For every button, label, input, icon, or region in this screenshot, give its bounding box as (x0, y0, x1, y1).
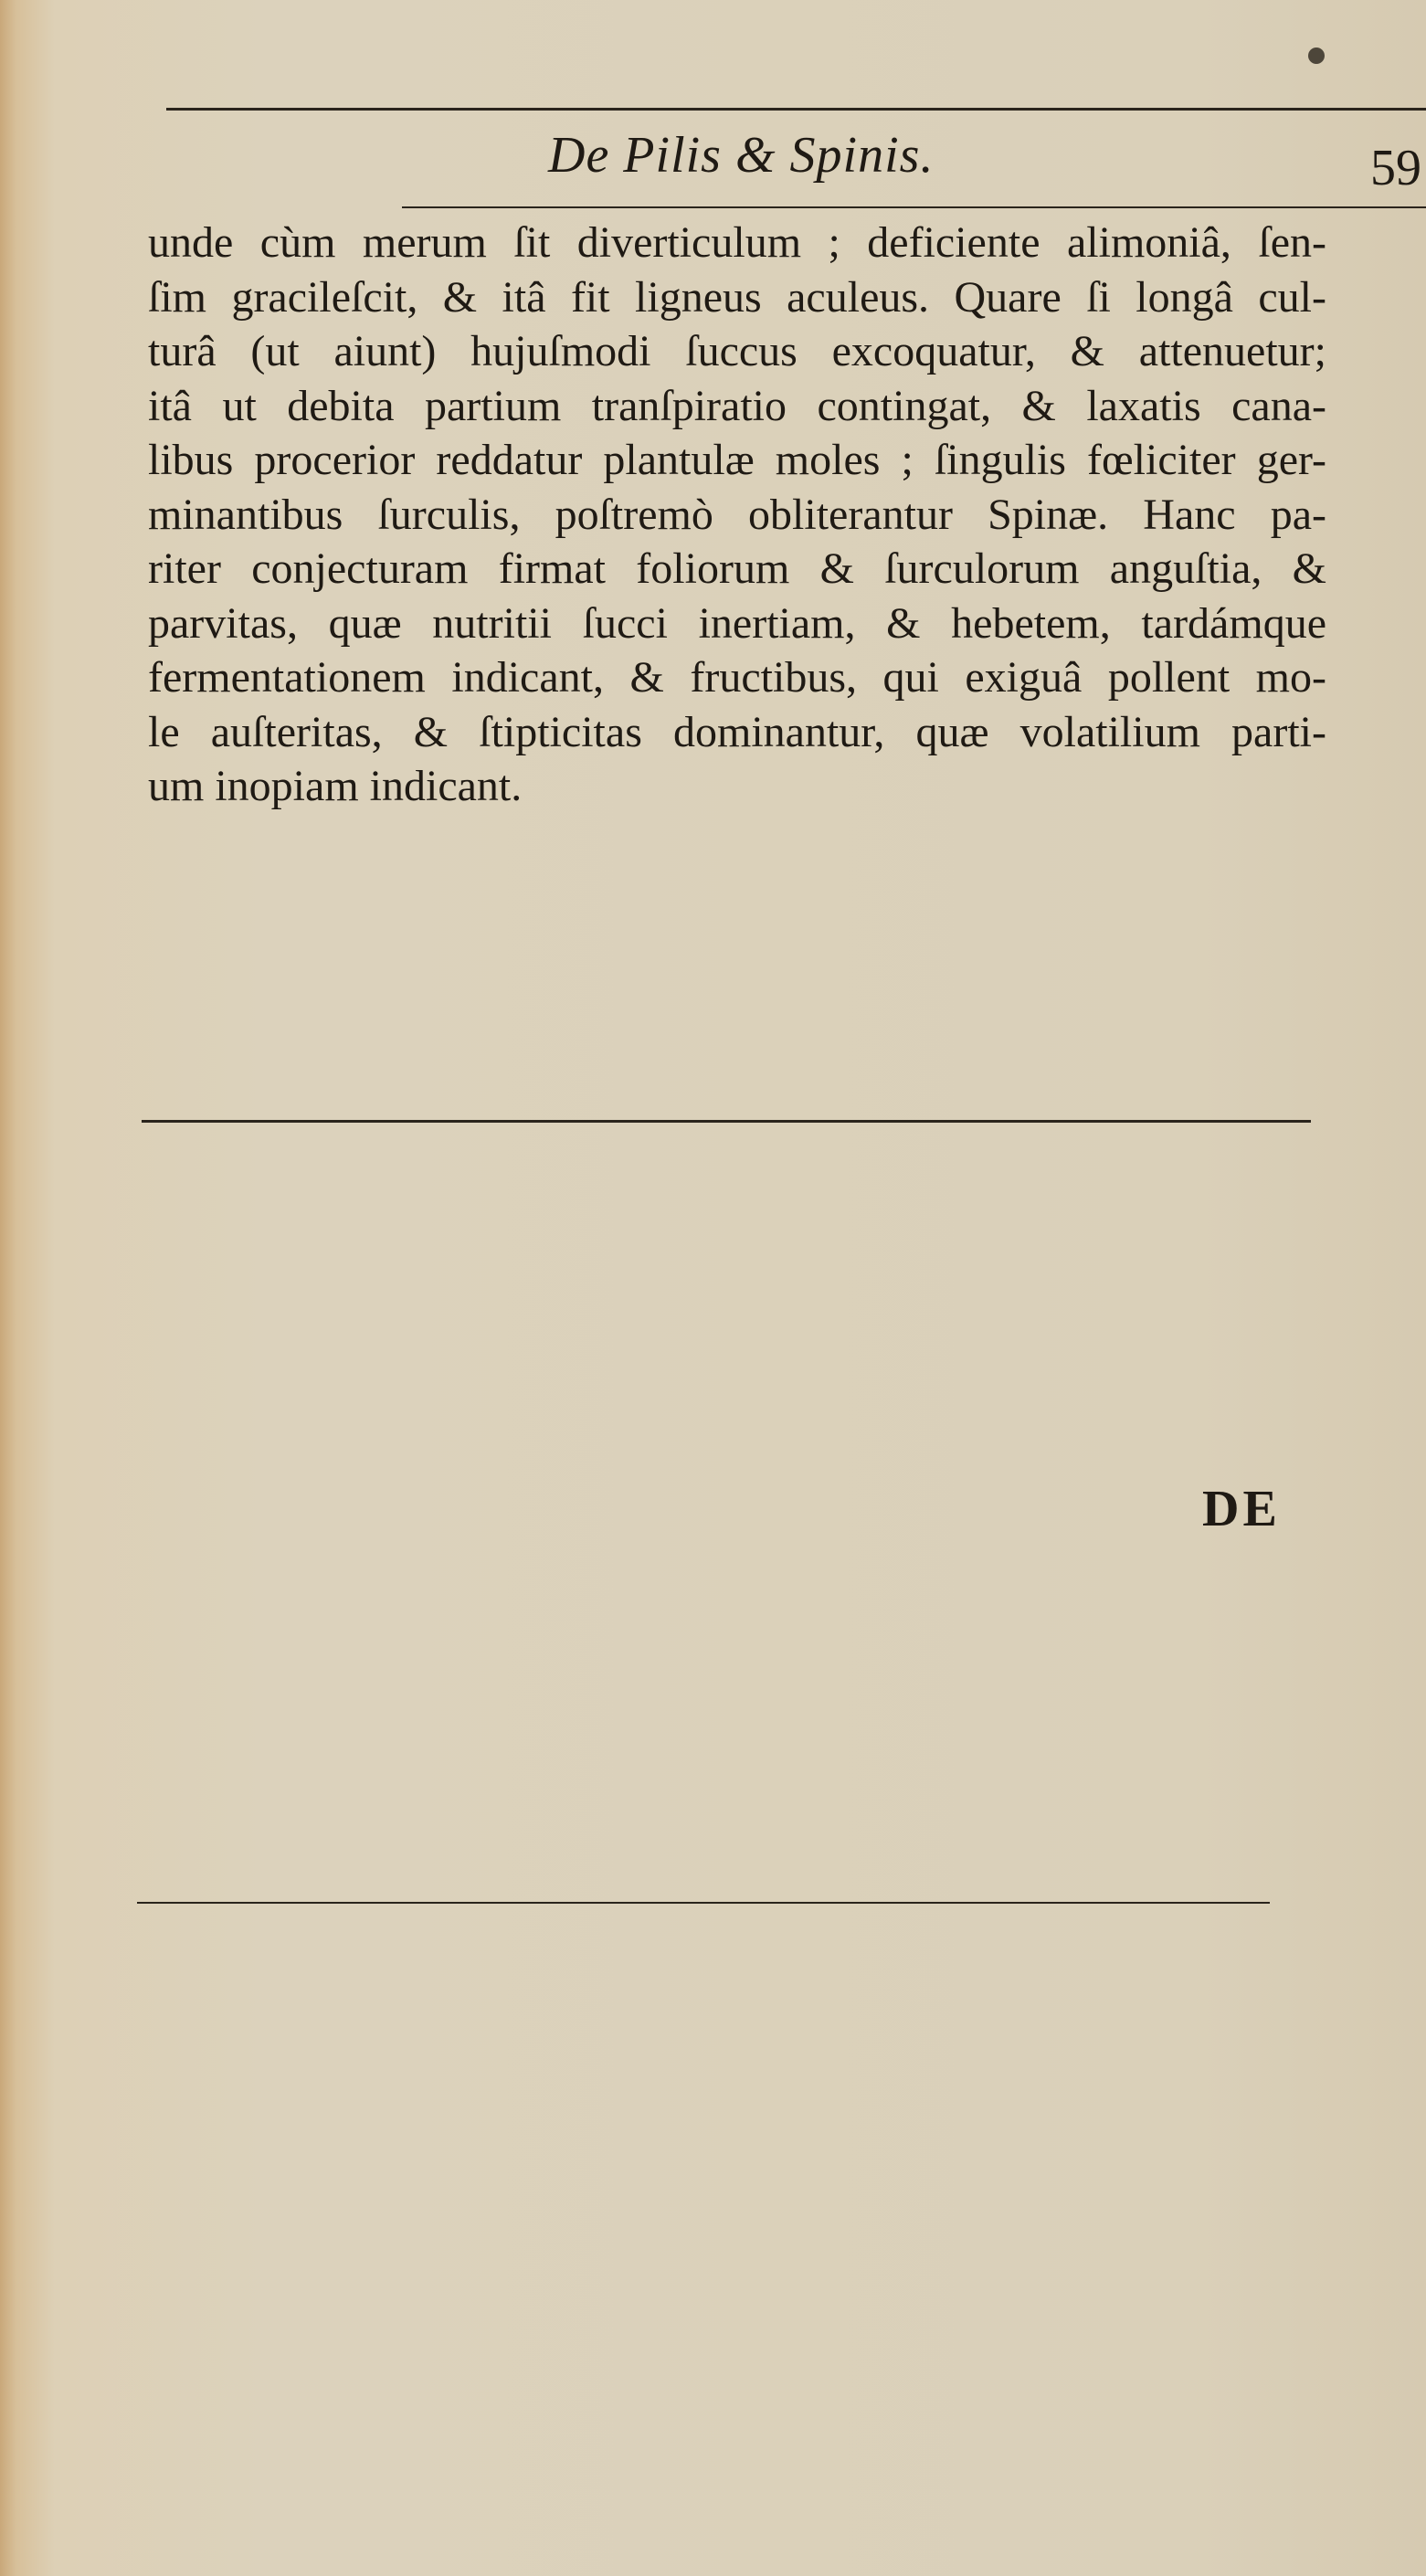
body-text (148, 216, 1326, 814)
text-line: itâ ut debita partium tranſpiratio contingat, & laxatis cana- (148, 381, 1326, 430)
text-line: fermentationem indicant, & fructibus, qui exiguâ pollent mo- (148, 653, 1326, 702)
text-line: unde cùm merum ſit diverticulum ; deficiente alimoniâ, ſen- (148, 218, 1326, 267)
text-line: riter conjecturam firmat foliorum & ſurculorum anguſtia, & (148, 544, 1326, 593)
text-line: le auſteritas, & ſtipticitas dominantur, quæ volatilium parti- (148, 707, 1326, 756)
header-underline-rule (402, 206, 1426, 208)
catchword: DE (1202, 1481, 1281, 1537)
header-rule (166, 108, 1426, 111)
text-line: ſim gracileſcit, & itâ fit ligneus aculeus. Quare ſi longâ cul- (148, 272, 1326, 322)
running-head: De Pilis & Spinis. (548, 127, 935, 184)
text-line: um inopiam indicant. (148, 762, 523, 810)
text-line: minantibus ſurculis, poſtremò obliterantur Spinæ. Hanc pa- (148, 490, 1326, 539)
section-rule (142, 1120, 1311, 1123)
ink-blot (1308, 48, 1325, 64)
text-line: parvitas, quæ nutritii ſucci inertiam, & hebetem, tardámque (148, 598, 1326, 648)
text-line: turâ (ut aiunt) hujuſmodi ſuccus excoquatur, & attenuetur; (148, 327, 1326, 375)
text-line: libus procerior reddatur plantulæ moles ; ſingulis fœliciter ger- (148, 436, 1326, 484)
bottom-rule (137, 1902, 1270, 1904)
page-number: 59 (1370, 140, 1421, 196)
